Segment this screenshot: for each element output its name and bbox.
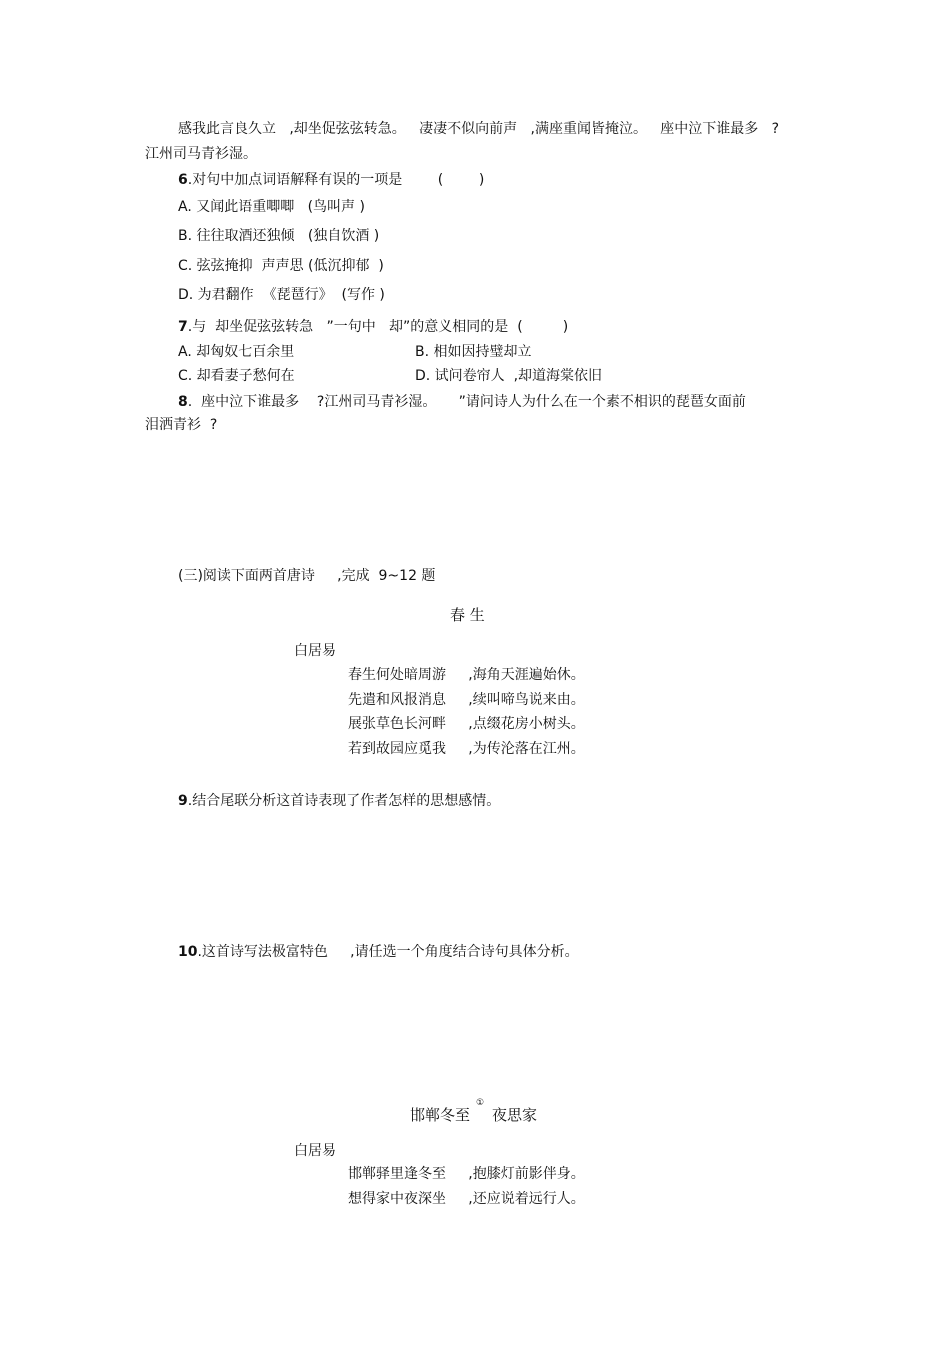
poem-2-author: 白居易 [294,1143,336,1159]
section-3-heading: (三)阅读下面两首唐诗 ,完成 9~12 题 [178,568,436,584]
question-6-option-a: A. 又闻此语重唧唧 (鸟叫声 ) [178,199,365,215]
question-9 [178,792,500,810]
question-7-option-c: C. 却看妻子愁何在 [178,368,295,384]
question-7-option-b: B. 相如因持璧却立 [415,344,532,360]
question-10-text: .这首诗写法极富特色 ,请任选一个角度结合诗句具体分析。 [197,944,579,960]
poem-1-line-3: 展张草色长河畔 ,点缀花房小树头。 [348,716,585,732]
question-7-stem [178,318,568,336]
poem-1-author: 白居易 [294,643,336,659]
question-8-line-2: 泪洒青衫 ? [145,417,218,433]
question-8-line-1 [178,393,746,411]
question-10-number: 10 [178,944,198,960]
question-7-text: .与 却坐促弦弦转急 ”一句中 却”的意义相同的是 ( ) [187,319,569,335]
question-8-number: 8 [178,394,188,410]
passage-line-1: 感我此言良久立 ,却坐促弦弦转急。 凄凄不似向前声 ,满座重闻皆掩泣。 座中泣下谁最多 ? [178,121,780,137]
poem-1-line-1: 春生何处暗周游 ,海角天涯遍始休。 [348,667,585,683]
poem-2-line-2: 想得家中夜深坐 ,还应说着远行人。 [348,1191,585,1207]
poem-2-line-1: 邯郸驿里逢冬至 ,抱膝灯前影伴身。 [348,1166,585,1182]
question-6-text: .对句中加点词语解释有误的一项是 ( ) [187,172,485,188]
question-6-number: 6 [178,172,188,188]
question-7-option-d: D. 试问卷帘人 ,却道海棠依旧 [415,368,603,384]
poem-2-title-a: 邯郸冬至 [410,1106,471,1124]
question-9-number: 9 [178,793,188,809]
poem-1-line-4: 若到故园应觅我 ,为传沦落在江州。 [348,741,585,757]
question-7-number: 7 [178,319,188,335]
poem-1-line-2: 先遣和风报消息 ,续叫啼鸟说来由。 [348,692,585,708]
question-6-option-c: C. 弦弦掩抑 声声思 (低沉抑郁 ) [178,258,384,274]
poem-2-footnote-mark: ① [476,1098,485,1108]
poem-2-title-b: 夜思家 [492,1106,538,1124]
question-6-option-d: D. 为君翻作 《琵琶行》 (写作 ) [178,287,385,303]
question-8-text: . 座中泣下谁最多 ?江州司马青衫湿。 ”请问诗人为什么在一个素不相识的琵琶女面前 [187,394,746,410]
question-10 [178,943,579,961]
poem-1-title: 春 生 [450,606,485,624]
question-6-stem [178,171,484,189]
passage-line-2: 江州司马青衫湿。 [145,146,257,162]
question-7-option-a: A. 却匈奴七百余里 [178,344,295,360]
question-9-text: .结合尾联分析这首诗表现了作者怎样的思想感情。 [187,793,501,809]
question-6-option-b: B. 往往取酒还独倾 (独自饮酒 ) [178,228,380,244]
